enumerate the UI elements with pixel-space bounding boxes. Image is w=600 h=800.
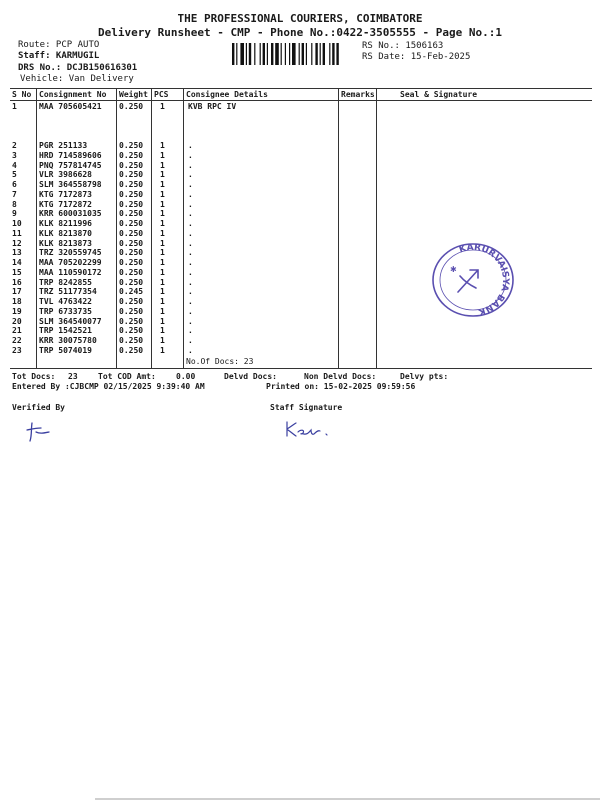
row-consignment-no: KRR 600031035 bbox=[39, 209, 102, 219]
row-weight: 0.250 bbox=[119, 238, 144, 248]
table-row bbox=[12, 161, 342, 171]
row-consignee-details: . bbox=[188, 180, 193, 189]
row-pcs: 1 bbox=[160, 277, 165, 287]
table-row bbox=[12, 278, 342, 288]
staff-signature-label: Staff Signature bbox=[270, 403, 343, 412]
rs-number: RS No.: 1506163 bbox=[362, 41, 444, 51]
row-weight: 0.250 bbox=[119, 336, 144, 345]
row-consignee-details: . bbox=[188, 297, 193, 306]
row-pcs: 1 bbox=[160, 180, 165, 189]
row-weight: 0.250 bbox=[119, 219, 144, 228]
table-row bbox=[12, 317, 342, 327]
table-row bbox=[12, 180, 342, 190]
col-header-pcs: PCS bbox=[154, 90, 169, 99]
row-consignment-no: HRD 714589606 bbox=[39, 150, 102, 160]
row-consignment-no: MAA 705202299 bbox=[39, 258, 102, 267]
row-pcs: 1 bbox=[160, 316, 165, 326]
row-consignee-details: . bbox=[188, 141, 193, 150]
row-sno: 18 bbox=[12, 297, 22, 306]
row-consignee-details: . bbox=[188, 316, 193, 326]
row-consignee-details: KVB RPC IV bbox=[188, 102, 237, 111]
tot-cod-value: 0.00 bbox=[176, 372, 196, 381]
row-consignment-no: MAA 705605421 bbox=[39, 102, 102, 111]
row-sno: 4 bbox=[12, 160, 17, 170]
row-consignee-details: . bbox=[188, 238, 193, 248]
row-sno: 23 bbox=[12, 345, 22, 355]
row-weight: 0.250 bbox=[119, 306, 144, 316]
row-consignment-no: TVL 4763422 bbox=[39, 297, 92, 306]
row-pcs: 1 bbox=[160, 345, 165, 355]
staff-signature-image bbox=[284, 418, 330, 440]
row-pcs: 1 bbox=[160, 228, 165, 238]
table-row bbox=[12, 151, 342, 161]
row-sno: 12 bbox=[12, 238, 22, 248]
row-consignee-details: . bbox=[188, 160, 193, 170]
row-pcs: 1 bbox=[160, 209, 165, 219]
col-header-seal: Seal & Signature bbox=[400, 90, 478, 99]
row-sno: 17 bbox=[12, 287, 22, 297]
row-weight: 0.250 bbox=[119, 258, 144, 267]
table-row bbox=[12, 141, 342, 151]
row-weight: 0.250 bbox=[119, 228, 144, 238]
table-row bbox=[12, 258, 342, 268]
rs-date: RS Date: 15-Feb-2025 bbox=[362, 52, 471, 62]
row-consignment-no: KTG 7172872 bbox=[39, 199, 92, 209]
row-consignee-details: . bbox=[188, 150, 193, 160]
row-sno: 20 bbox=[12, 316, 22, 326]
row-sno: 7 bbox=[12, 189, 17, 199]
row-consignment-no: TRZ 320559745 bbox=[39, 248, 102, 258]
col-divider bbox=[376, 88, 377, 368]
row-pcs: 1 bbox=[160, 258, 165, 267]
row-weight: 0.250 bbox=[119, 248, 144, 258]
drs-number: DRS No.: DCJB150616301 bbox=[18, 63, 138, 73]
tot-docs-label: Tot Docs: bbox=[12, 372, 56, 381]
row-pcs: 1 bbox=[160, 219, 165, 228]
row-consignee-details: . bbox=[188, 209, 193, 219]
row-sno: 10 bbox=[12, 219, 22, 228]
row-weight: 0.250 bbox=[119, 141, 144, 150]
row-consignee-details: . bbox=[188, 170, 193, 180]
table-row bbox=[12, 229, 342, 239]
row-weight: 0.250 bbox=[119, 326, 144, 336]
row-consignee-details: . bbox=[188, 336, 193, 345]
table-row bbox=[12, 200, 342, 210]
row-consignment-no: KRR 30075780 bbox=[39, 336, 97, 345]
row-consignment-no: PNQ 757814745 bbox=[39, 160, 102, 170]
row-consignment-no: KTG 7172873 bbox=[39, 189, 92, 199]
row-pcs: 1 bbox=[160, 248, 165, 258]
row-sno: 15 bbox=[12, 267, 22, 277]
verified-signature-image bbox=[25, 420, 55, 444]
row-weight: 0.250 bbox=[119, 102, 144, 111]
table-row bbox=[12, 297, 342, 307]
row-sno: 19 bbox=[12, 306, 22, 316]
row-consignee-details: . bbox=[188, 248, 193, 258]
table-row bbox=[12, 219, 342, 229]
row-weight: 0.250 bbox=[119, 170, 144, 180]
row-weight: 0.250 bbox=[119, 316, 144, 326]
row-pcs: 1 bbox=[160, 170, 165, 180]
row-sno: 14 bbox=[12, 258, 22, 267]
row-consignment-no: SLM 364558798 bbox=[39, 180, 102, 189]
row-sno: 13 bbox=[12, 248, 22, 258]
row-pcs: 1 bbox=[160, 297, 165, 306]
row-consignment-no: TRP 1542521 bbox=[39, 326, 92, 336]
table-row bbox=[12, 336, 342, 346]
staff-label: Staff: KARMUGIL bbox=[18, 51, 100, 61]
row-weight: 0.250 bbox=[119, 189, 144, 199]
row-sno: 1 bbox=[12, 102, 17, 111]
table-row bbox=[12, 268, 342, 278]
row-weight: 0.250 bbox=[119, 199, 144, 209]
table-row bbox=[12, 307, 342, 317]
col-header-consignee: Consignee Details bbox=[186, 90, 268, 99]
row-consignee-details: . bbox=[188, 287, 193, 297]
row-consignee-details: . bbox=[188, 267, 193, 277]
row-pcs: 1 bbox=[160, 306, 165, 316]
row-pcs: 1 bbox=[160, 150, 165, 160]
delvd-docs-label: Delvd Docs: bbox=[224, 372, 277, 381]
col-header-remarks: Remarks bbox=[341, 90, 375, 99]
row-pcs: 1 bbox=[160, 160, 165, 170]
row-sno: 2 bbox=[12, 141, 17, 150]
row-consignee-details: . bbox=[188, 199, 193, 209]
row-weight: 0.250 bbox=[119, 267, 144, 277]
row-consignment-no: TRZ 51177354 bbox=[39, 287, 97, 297]
table-row bbox=[12, 346, 342, 356]
row-consignee-details: . bbox=[188, 326, 193, 336]
delvy-pts-label: Delvy pts: bbox=[400, 372, 449, 381]
svg-text:✱: ✱ bbox=[450, 265, 457, 274]
row-weight: 0.245 bbox=[119, 287, 144, 297]
table-row bbox=[12, 287, 342, 297]
row-sno: 11 bbox=[12, 228, 22, 238]
svg-text:KARURVAISYA BANK: KARURVAISYA BANK bbox=[457, 242, 511, 317]
row-weight: 0.250 bbox=[119, 150, 144, 160]
col-header-consignment: Consignment No bbox=[39, 90, 107, 99]
row-pcs: 1 bbox=[160, 287, 165, 297]
tot-docs-value: 23 bbox=[68, 372, 78, 381]
row-pcs: 1 bbox=[160, 102, 165, 111]
table-bottom-border bbox=[10, 368, 592, 369]
row-sno: 21 bbox=[12, 326, 22, 336]
row-consignee-details: . bbox=[188, 258, 193, 267]
row-weight: 0.250 bbox=[119, 180, 144, 189]
row-consignment-no: MAA 110590172 bbox=[39, 267, 102, 277]
table-row bbox=[12, 248, 342, 258]
row-pcs: 1 bbox=[160, 267, 165, 277]
row-sno: 5 bbox=[12, 170, 17, 180]
table-row bbox=[12, 326, 342, 336]
company-title: THE PROFESSIONAL COURIERS, COIMBATORE bbox=[177, 12, 423, 25]
row-consignee-details: . bbox=[188, 345, 193, 355]
route-label: Route: PCP AUTO bbox=[18, 40, 100, 50]
row-sno: 9 bbox=[12, 209, 17, 219]
row-consignment-no: SLM 364540077 bbox=[39, 316, 102, 326]
barcode-image bbox=[232, 43, 355, 65]
table-row bbox=[12, 170, 342, 180]
col-header-sno: S No bbox=[12, 90, 32, 99]
verified-by-label: Verified By bbox=[12, 403, 65, 412]
table-top-border bbox=[10, 88, 592, 89]
printed-on: Printed on: 15-02-2025 09:59:56 bbox=[266, 382, 416, 391]
entered-by: Entered By :CJBCMP 02/15/2025 9:39:40 AM bbox=[12, 382, 205, 391]
row-consignment-no: KLK 8213870 bbox=[39, 228, 92, 238]
row-weight: 0.250 bbox=[119, 209, 144, 219]
row-weight: 0.250 bbox=[119, 277, 144, 287]
row-consignment-no: PGR 251133 bbox=[39, 141, 88, 150]
row-consignment-no: VLR 3986628 bbox=[39, 170, 92, 180]
row-consignee-details: . bbox=[188, 277, 193, 287]
table-row bbox=[12, 102, 342, 112]
non-delvd-docs-label: Non Delvd Docs: bbox=[304, 372, 377, 381]
row-pcs: 1 bbox=[160, 336, 165, 345]
col-header-weight: Weight bbox=[119, 90, 148, 99]
bank-seal-stamp bbox=[430, 240, 516, 320]
row-sno: 22 bbox=[12, 336, 22, 345]
row-consignee-details: . bbox=[188, 189, 193, 199]
table-row bbox=[12, 209, 342, 219]
row-consignment-no: TRP 5074019 bbox=[39, 345, 92, 355]
no-of-docs: No.Of Docs: 23 bbox=[186, 357, 254, 366]
row-pcs: 1 bbox=[160, 199, 165, 209]
row-pcs: 1 bbox=[160, 238, 165, 248]
row-consignment-no: KLK 8213873 bbox=[39, 238, 92, 248]
row-sno: 6 bbox=[12, 180, 17, 189]
row-sno: 16 bbox=[12, 277, 22, 287]
row-weight: 0.250 bbox=[119, 297, 144, 306]
row-weight: 0.250 bbox=[119, 160, 144, 170]
row-consignee-details: . bbox=[188, 228, 193, 238]
row-pcs: 1 bbox=[160, 189, 165, 199]
row-consignee-details: . bbox=[188, 219, 193, 228]
table-row bbox=[12, 190, 342, 200]
row-consignment-no: KLK 8211996 bbox=[39, 219, 92, 228]
row-sno: 8 bbox=[12, 199, 17, 209]
row-consignment-no: TRP 6733735 bbox=[39, 306, 92, 316]
table-header-border bbox=[10, 100, 592, 101]
row-sno: 3 bbox=[12, 150, 17, 160]
table-row bbox=[12, 239, 342, 249]
row-consignee-details: . bbox=[188, 306, 193, 316]
row-weight: 0.250 bbox=[119, 345, 144, 355]
runsheet-subtitle: Delivery Runsheet - CMP - Phone No.:0422-3505555 - Page No.:1 bbox=[98, 26, 502, 39]
vehicle-label: Vehicle: Van Delivery bbox=[20, 74, 134, 84]
row-pcs: 1 bbox=[160, 326, 165, 336]
row-consignment-no: TRP 8242855 bbox=[39, 277, 92, 287]
tot-cod-label: Tot COD Amt: bbox=[98, 372, 156, 381]
row-pcs: 1 bbox=[160, 141, 165, 150]
